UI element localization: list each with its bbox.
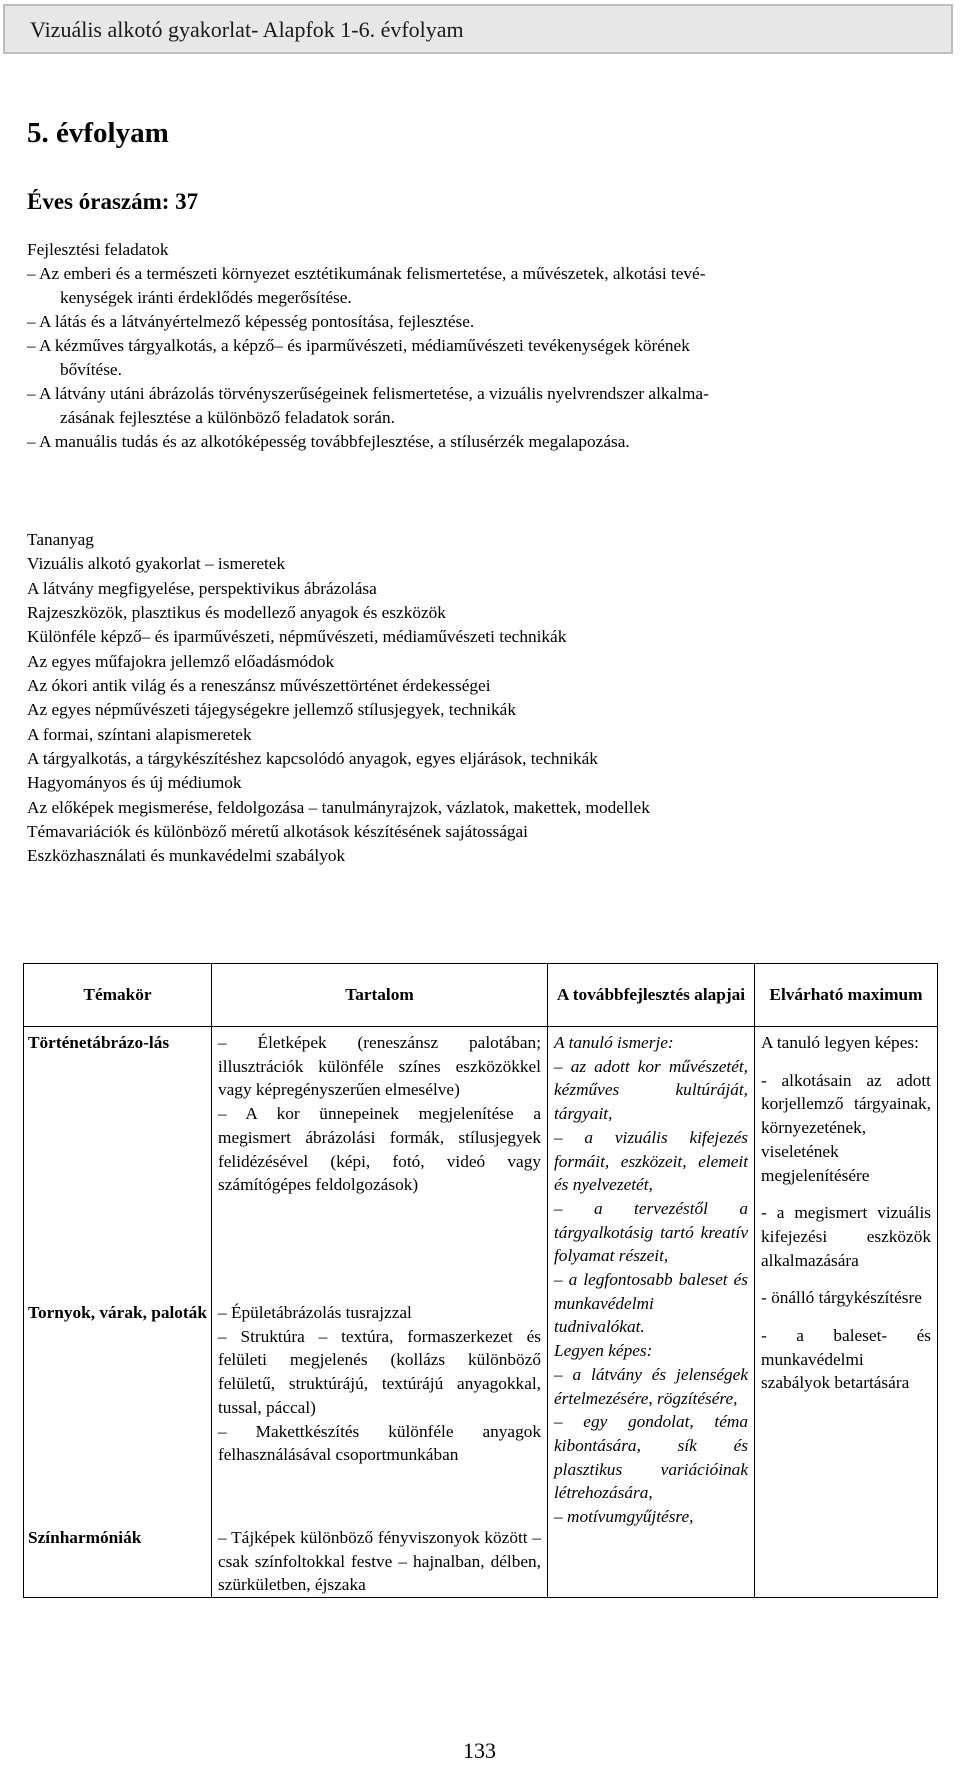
development-tasks xyxy=(27,238,930,454)
maximum-item: - a megismert vizuális kifejezési eszközök alkalmazására xyxy=(761,1203,931,1270)
content-item: – Makettkészítés különféle anyagok felhasználásával csoportmunkában xyxy=(218,1421,541,1465)
maximum-cell xyxy=(755,1027,938,1598)
basics-item: – az adott kor művészetét, kézműves kultúráját, tárgyait, xyxy=(554,1056,748,1124)
material-item: A látvány megfigyelése, perspektivikus ábrázolása xyxy=(27,578,377,598)
running-header xyxy=(3,4,953,54)
material-title: Tananyag xyxy=(27,530,94,549)
material-item: A formai, színtani alapismeretek xyxy=(27,724,252,744)
page-number: 133 xyxy=(463,1738,496,1763)
basics-item: – a vizuális kifejezés formáit, eszközeit, elemeit és nyelvezetét, xyxy=(554,1127,748,1195)
task-line: kenységek iránti érdeklődés megerősítése. xyxy=(60,288,352,307)
basics-item: – egy gondolat, téma kibontására, sík és plasztikus variációinak létrehozására, xyxy=(554,1412,748,1503)
task-line: bővítése. xyxy=(60,360,122,379)
material-item: Témavariációk és különböző méretű alkotások készítésének sajátosságai xyxy=(27,822,528,842)
material-item: Eszközhasználati és munkavédelmi szabályok xyxy=(27,846,346,866)
basics-item: – a legfontosabb baleset és munkavédelmi tudnivalókat. xyxy=(554,1270,748,1337)
material-item: A tárgyalkotás, a tárgykészítéshez kapcsolódó anyagok, egyes eljárások, technikák xyxy=(27,749,598,769)
topic-history: Történetábrázo-lás xyxy=(28,1033,170,1052)
basics-cell xyxy=(548,1027,755,1598)
header-topic: Témakör xyxy=(24,964,212,1027)
basics-item: – a látvány és jelenségek értelmezésére, rögzítésére, xyxy=(554,1364,748,1408)
material-item: Az előképek megismerése, feldolgozása – tanulmányrajzok, vázlatok, makettek, modellek xyxy=(27,797,650,817)
task-line: – Az emberi és a természeti környezet esztétikumának felismertetése, a művészetek, alkotási tevé- xyxy=(27,264,706,283)
topic-color-harmony: Színharmóniák xyxy=(28,1528,142,1547)
header-basics: A továbbfejlesztés alapjai xyxy=(548,964,755,1027)
content-item: – Életképek (reneszánsz palotában; illusztrációk különféle színes eszközökkel vagy képregényszerűen elmesélve) xyxy=(218,1033,541,1100)
material-item: Az egyes népművészeti tájegységekre jellemző stílusjegyek, technikák xyxy=(27,700,516,720)
material-item: Vizuális alkotó gyakorlat – ismeretek xyxy=(27,554,286,574)
material-item: Hagyományos és új médiumok xyxy=(27,773,242,793)
table-header-row xyxy=(24,964,938,1027)
content-cell xyxy=(212,1027,548,1598)
maximum-item: - alkotásain az adott korjellemző tárgyainak, környezetének, viseletének megjelenítésére xyxy=(761,1070,931,1185)
basics-item: – a tervezéstől a tárgyalkotásig tartó kreatív folyamat részeit, xyxy=(554,1198,748,1266)
content-item: – Épületábrázolás tusrajzzal xyxy=(218,1303,412,1322)
content-item: – Struktúra – textúra, formaszerkezet és felületi megjelenés (kollázs különböző felületű, struktúrájú, textúrájú anyagokkal, tussal, páccal) xyxy=(218,1326,541,1417)
content-group xyxy=(218,1301,541,1526)
curriculum-material xyxy=(27,528,930,869)
content-group xyxy=(218,1031,541,1301)
task-line: – A kézműves tárgyalkotás, a képző– és iparművészeti, médiaművészeti tevékenységek körének xyxy=(27,336,690,355)
task-line: – A manuális tudás és az alkotóképesség továbbfejlesztése, a stílusérzék megalapozása. xyxy=(27,432,630,451)
basics-item: – motívumgyűjtésre, xyxy=(554,1507,694,1527)
header-maximum: Elvárható maximum xyxy=(755,964,938,1027)
maximum-item: - önálló tárgykészítésre xyxy=(761,1288,922,1308)
maximum-item: - a baleset- és munkavédelmi szabályok betartására xyxy=(761,1326,931,1393)
content-item: – Tájképek különböző fényviszonyok között – csak színfoltokkal festve – hajnalban, délben, szürkületben, éjszaka xyxy=(218,1528,541,1595)
material-item: Rajzeszközök, plasztikus és modellező anyagok és eszközök xyxy=(27,603,446,623)
material-item: Az ókori antik világ és a reneszánsz művészettörténet érdekességei xyxy=(27,676,491,696)
basics-item: A tanuló ismerje: xyxy=(554,1033,674,1052)
content-item: – A kor ünnepeinek megjelenítése a megismert ábrázolási formák, stílusjegyek felidézésével (képi, fotó, videó vagy számítógépes feldolgozások) xyxy=(218,1104,541,1195)
table-row xyxy=(24,1027,938,1598)
content-group xyxy=(218,1526,541,1597)
maximum-item: A tanuló legyen képes: xyxy=(761,1033,919,1052)
task-line: – A látvány utáni ábrázolás törvényszerűségeinek felismertetése, a vizuális nyelvrendszer alkalma- xyxy=(27,384,709,403)
page-heading: 5. évfolyam xyxy=(27,117,169,149)
topic-cell xyxy=(24,1027,212,1598)
header-title: Vizuális alkotó gyakorlat- Alapfok 1-6. évfolyam xyxy=(30,17,464,42)
task-line: – A látás és a látványértelmező képesség pontosítása, fejlesztése. xyxy=(27,312,475,331)
tasks-title: Fejlesztési feladatok xyxy=(27,240,169,259)
header-content: Tartalom xyxy=(212,964,548,1027)
material-item: Különféle képző– és iparművészeti, népművészeti, médiaművészeti technikák xyxy=(27,627,567,647)
basics-item: Legyen képes: xyxy=(554,1341,653,1361)
task-line: zásának fejlesztése a különböző feladatok során. xyxy=(60,408,395,427)
material-item: Az egyes műfajokra jellemző előadásmódok xyxy=(27,651,335,671)
annual-hours: Éves óraszám: 37 xyxy=(27,189,199,214)
curriculum-table xyxy=(23,963,938,1598)
topic-towers: Tornyok, várak, paloták xyxy=(28,1303,207,1322)
